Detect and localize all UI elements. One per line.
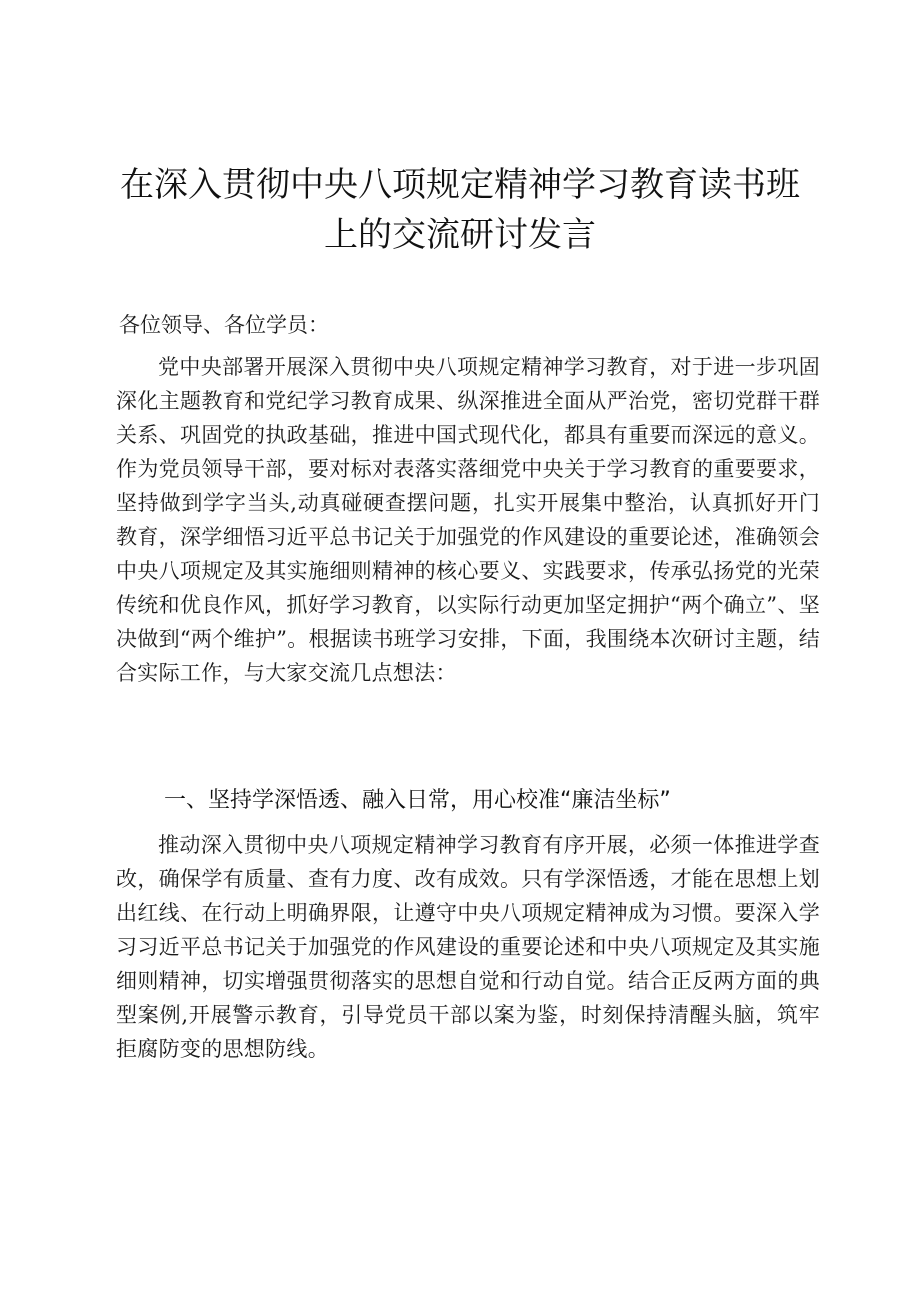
paragraph-intro — [116, 350, 820, 690]
title-line-1: 在深入贯彻中央八项规定精神学习教育读书班 — [120, 165, 800, 205]
paragraph-text: 党中央部署开展深入贯彻中央八项规定精神学习教育，对于进一步巩固深化主题教育和党纪学习教育成果、纵深推进全面从严治党，密切党群干群关系、巩固党的执政基础，推进中国式现代化，都具有重要而深远的意义。作为党员领导干部，要对标对表落实落细党中央关于学习教育的重要要求，坚持做到学字当头,动真碰硬查摆问题，扎实开展集中整治，认真抓好开门教育，深学细悟习近平总书记关于加强党的作风建设的重要论述，准确领会中央八项规定及其实施细则精神的核心要义、实践要求，传承弘扬党的光荣传统和优良作风，抓好学习教育，以实际行动更加坚定拥护“两个确立”、坚决做到“两个维护”。根据读书班学习安排，下面，我围绕本次研讨主题，结合实际工作，与大家交流几点想法： — [116, 355, 820, 685]
salutation: 各位领导、各位学员： — [119, 313, 329, 337]
paragraph-section-1 — [116, 828, 820, 1066]
paragraph-text: 推动深入贯彻中央八项规定精神学习教育有序开展，必须一体推进学查改，确保学有质量、查有力度、改有成效。只有学深悟透，才能在思想上划出红线、在行动上明确界限，让遵守中央八项规定精神成为习惯。要深入学习习近平总书记关于加强党的作风建设的重要论述和中央八项规定及其实施细则精神，切实增强贯彻落实的思想自觉和行动自觉。结合正反两方面的典型案例,开展警示教育，引导党员干部以案为鉴，时刻保持清醒头脑，筑牢拒腐防变的思想防线。 — [116, 833, 820, 1061]
section-heading-1: 一、坚持学深悟透、融入日常，用心校准“廉洁坐标” — [164, 788, 671, 813]
document-title — [110, 160, 810, 260]
title-line-2: 上的交流研讨发言 — [324, 215, 596, 255]
